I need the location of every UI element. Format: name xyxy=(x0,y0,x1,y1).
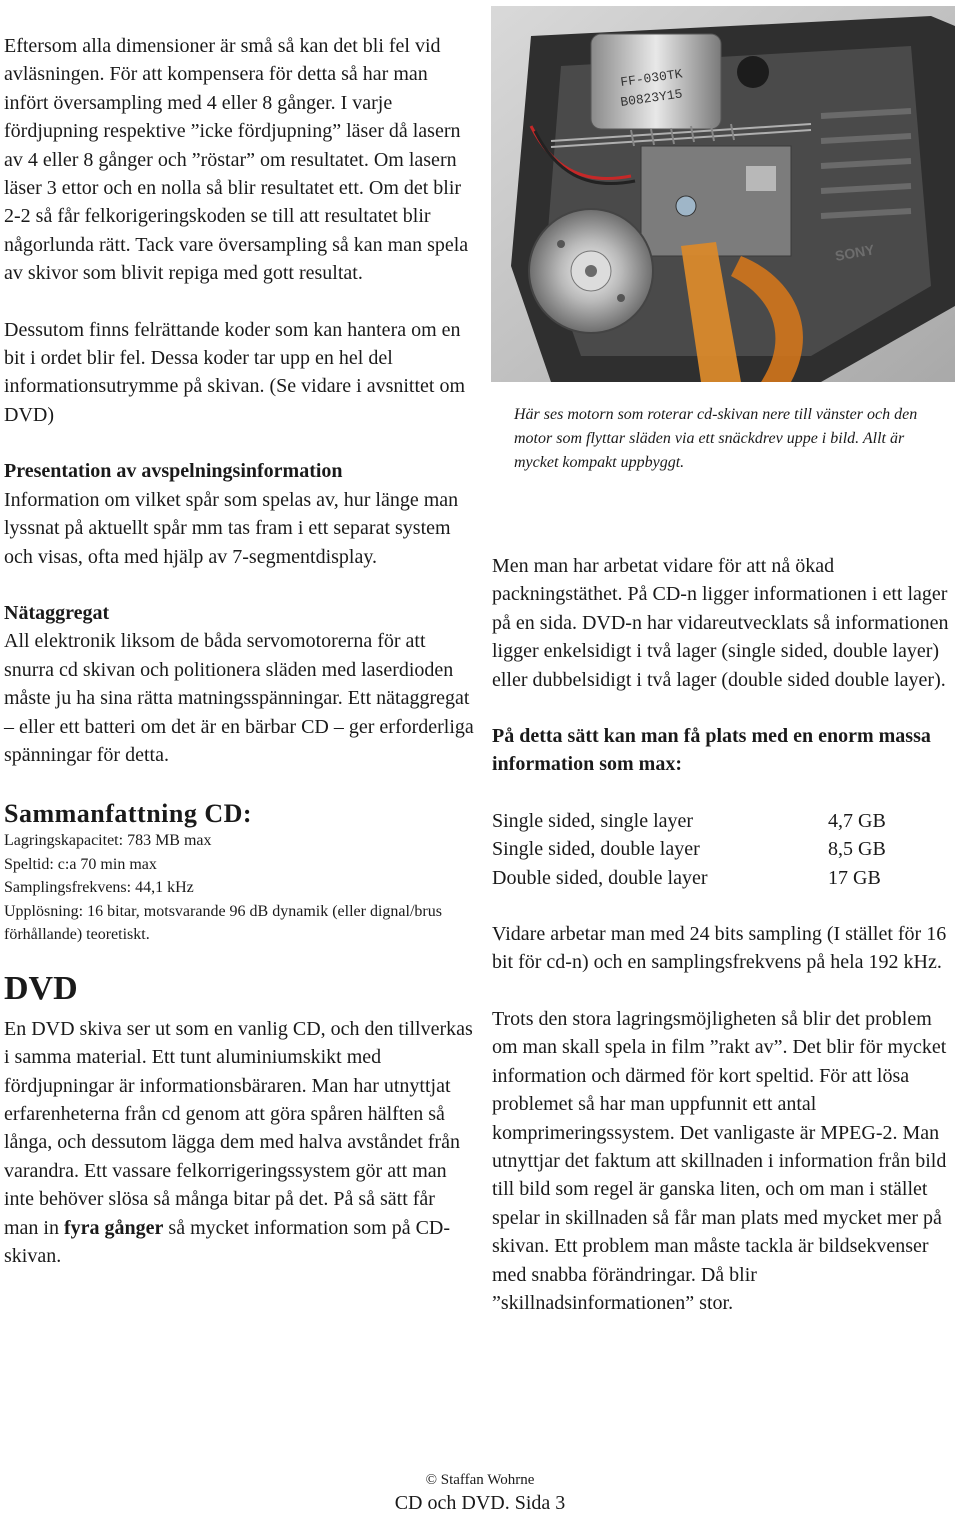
cd-mechanism-illustration xyxy=(491,6,955,382)
dvd-capacity-table xyxy=(492,807,886,892)
cd-summary-list xyxy=(4,829,474,947)
motor-label-1: FF-030TK xyxy=(619,66,684,90)
error-correction-paragraph: Dessutom finns felrättande koder som kan hantera om en bit i ordet blir fel. Dessa koder tar upp en hel del informationsutrymme på skivan. (Se vidare i avsnittet om DVD) xyxy=(4,318,466,426)
summary-line-sampling: Samplingsfrekvens: 44,1 kHz xyxy=(4,879,194,897)
footer-page-number: CD och DVD. Sida 3 xyxy=(394,1492,566,1514)
oversampling-paragraph: Eftersom alla dimensioner är små så kan det bli fel vid avläsningen. För att kompensera för detta så har man infört översampling med 4 eller 8 gånger. I varje fördjupning respektive ”icke fördjupning” läser då lasern av 4 eller 8 gånger och ”röstar” om resultatet. Om lasern läser 3 ettor och en nolla så blir resultatet ett. Om det blir 2-2 så får felkorigeringskoden se till att resultatet blir någorlunda rätt. Tack vare översampling så kan man spela av skivor som blivit repiga med gott resultat. xyxy=(4,35,469,285)
spec-label: Single sided, single layer xyxy=(492,809,694,832)
spec-value: 4,7 GB xyxy=(828,809,886,832)
summary-line-playtime: Speltid: c:a 70 min max xyxy=(4,855,157,873)
summary-line-resolution: Upplösning: 16 bitar, motsvarande 96 dB dynamik (eller dignal/brus förhållande) teoretiskt. xyxy=(4,902,442,944)
compression-paragraph: Trots den stora lagringsmöjligheten så blir det problem om man skall spela in film ”rakt av”. Det blir för mycket information och därmed för kort speltid. För att lösa problemet så har man uppfunnit ett antal komprimeringssystem. Det vanligaste är MPEG-2. Man utnyttjar det faktum att skillnaden i information från bild till bild som regel är ganska liten, och om man i stället spelar in skillnaden så får man plats med mycket mer på skivan. Ett problem man måste tackla är bildsekvenser med snabba förändringar. Då blir ”skillnadsinformationen” stor. xyxy=(492,1007,947,1314)
left-column xyxy=(4,32,474,1271)
spec-value: 17 GB xyxy=(828,866,881,889)
spec-label: Single sided, double layer xyxy=(492,838,700,861)
sampling-paragraph: Vidare arbetar man med 24 bits sampling (I stället för 16 bit för cd-n) och en samplingsfrekvens på hela 192 kHz. xyxy=(492,923,947,974)
presentation-heading: Presentation av avspelningsinformation xyxy=(4,460,343,483)
table-row xyxy=(492,835,886,863)
spec-value: 8,5 GB xyxy=(828,838,886,861)
dvd-paragraph xyxy=(4,1015,474,1271)
dvd-text-bold: fyra gånger xyxy=(64,1216,164,1239)
summary-line-capacity: Lagringskapacitet: 783 MB max xyxy=(4,832,212,850)
spec-label: Double sided, double layer xyxy=(492,866,708,889)
photo-brand-label: SONY xyxy=(833,241,876,264)
power-supply-paragraph: All elektronik liksom de båda servomotorerna för att snurra cd skivan och politionera släden med laserdioden måste ju ha sina rätta matningsspänningar. Ett nätaggregat – eller ett batteri om det är en bärbar CD – ger erforderliga spänningar för detta. xyxy=(4,630,474,766)
power-supply-heading: Nätaggregat xyxy=(4,601,110,624)
right-column xyxy=(492,552,956,1317)
density-paragraph: Men man har arbetat vidare för att nå ökad packningstäthet. På CD-n ligger informationen i ett lager på en sida. DVD-n har vidareutvecklats så informationen ligger enkelsidigt i två lager (single sided, double layer) eller dubbelsidigt i två lager (double sided double layer). xyxy=(492,555,949,691)
cd-mechanism-photo xyxy=(491,6,955,382)
dvd-title: DVD xyxy=(4,969,78,1007)
photo-caption: Här ses motorn som roterar cd-skivan nere till vänster och den motor som flyttar släden via ett snäckdrev uppe i bild. Allt är mycket kompakt uppbyggt. xyxy=(514,406,918,471)
cd-summary-title: Sammanfattning CD: xyxy=(4,799,253,829)
table-row xyxy=(492,864,886,892)
dvd-text-a: En DVD skiva ser ut som en vanlig CD, och den tillverkas i samma material. Ett tunt aluminiumskikt med fördjupningar är informationsbäraren. Man har utnyttjat erfarenheterna från cd genom att göra spåren hälften så långa, och dessutom lägga dem med halva avståndet från varandra. Ett vassare felkorrigeringssystem gör att man inte behöver slösa så många bitar på det. På så sätt får man in xyxy=(4,1017,473,1239)
presentation-paragraph: Information om vilket spår som spelas av, hur länge man lyssnat på aktuellt spår mm tas fram i ett separat system och visas, ofta med hjälp av 7-segmentdisplay. xyxy=(4,488,459,568)
table-row xyxy=(492,807,886,835)
dvd-text-b: så mycket information som på CD-skivan. xyxy=(4,1216,451,1268)
footer-copyright: © Staffan Wohrne xyxy=(425,1472,535,1488)
motor-label-2: B0823Y15 xyxy=(619,86,684,110)
capacity-heading: På detta sätt kan man få plats med en enorm massa information som max: xyxy=(492,725,931,776)
